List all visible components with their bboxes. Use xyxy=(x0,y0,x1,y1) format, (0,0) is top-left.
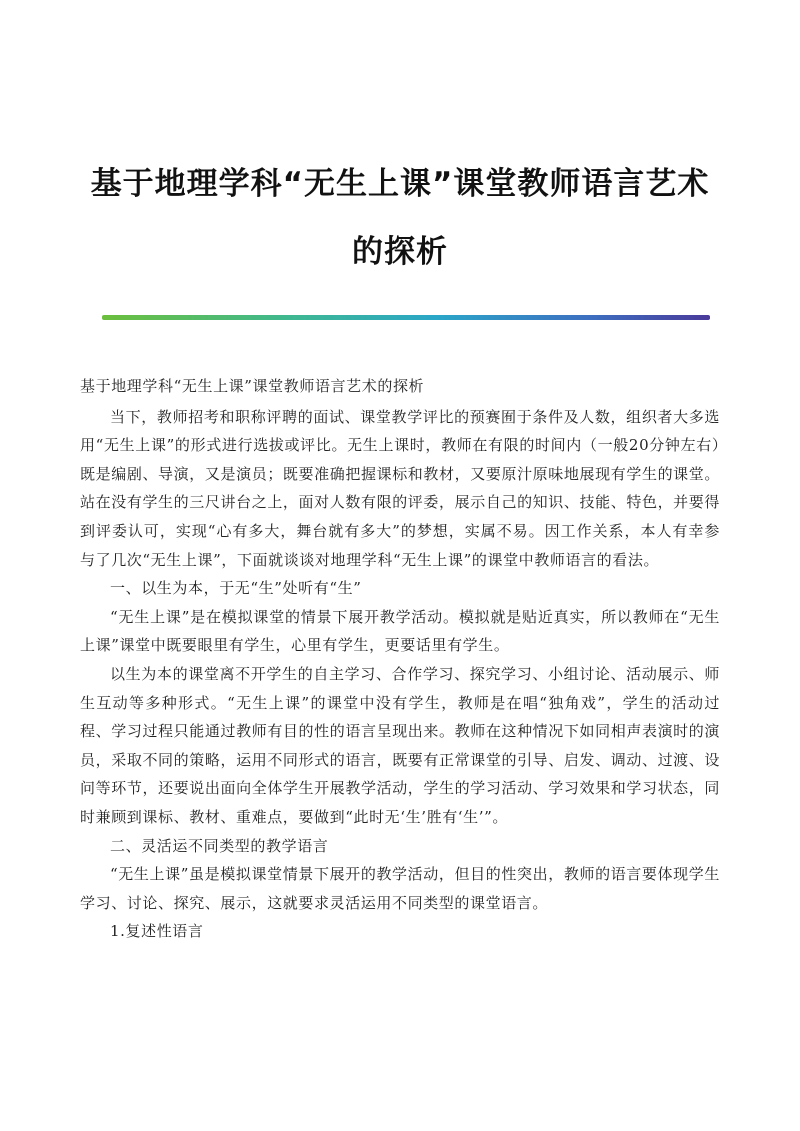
paragraph-section-2: “无生上课”虽是模拟课堂情景下展开的教学活动，但目的性突出，教师的语言要体现学生学习、讨论、探究、展示，这就要求灵活运用不同类型的课堂语言。 xyxy=(80,865,720,912)
paragraph-section-1b: 以生为本的课堂离不开学生的自主学习、合作学习、探究学习、小组讨论、活动展示、师生互动等多种形式。“无生上课”的课堂中没有学生，教师是在唱“独角戏”，学生的活动过程、学习过程只能通过教师有目的性的语言呈现出来。教师在这种情况下如同相声表演时的演员，采取不同的策略，运用不同形式的语言，既要有正常课堂的引导、启发、调动、过渡、设问等环节，还要说出面向全体学生开展教学活动，学生的学习活动、学习效果和学习状态，同时兼顾到课标、教材、重难点，要做到“此时无‘生’胜有‘生’”。 xyxy=(80,664,720,826)
subsection-heading-1: 1.复述性语言 xyxy=(110,922,204,941)
paragraph-intro: 当下，教师招考和职称评聘的面试、课堂教学评比的预赛囿于条件及人数，组织者大多选用“无生上课”的形式进行选拔或评比。无生上课时，教师在有限的时间内（一般20分钟左右）既是编剧、导演，又是演员；既要准确把握课标和教材，又要原汁原味地展现有学生的课堂。站在没有学生的三尺讲台之上，面对人数有限的评委，展示自己的知识、技能、特色，并要得到评委认可，实现“心有多大，舞台就有多大”的梦想，实属不易。因工作关系，本人有幸参与了几次“无生上课”，下面就谈谈对地理学科“无生上课”的课堂中教师语言的看法。 xyxy=(80,407,720,569)
body-lead-title: 基于地理学科“无生上课”课堂教师语言艺术的探析 xyxy=(80,377,425,395)
section-heading-1: 一、以生为本，于无“生”处听有“生” xyxy=(110,579,362,598)
document-title: 基于地理学科“无生上课”课堂教师语言艺术的探析 xyxy=(90,166,710,270)
paragraph-section-1a: “无生上课”是在模拟课堂的情景下展开教学活动。模拟就是贴近真实，所以教师在“无生上课”课堂中既要眼里有学生，心里有学生，更要话里有学生。 xyxy=(80,607,720,655)
document-body xyxy=(80,372,720,946)
section-heading-2: 二、灵活运不同类型的教学语言 xyxy=(110,836,329,855)
title-gradient-rule xyxy=(102,315,710,320)
